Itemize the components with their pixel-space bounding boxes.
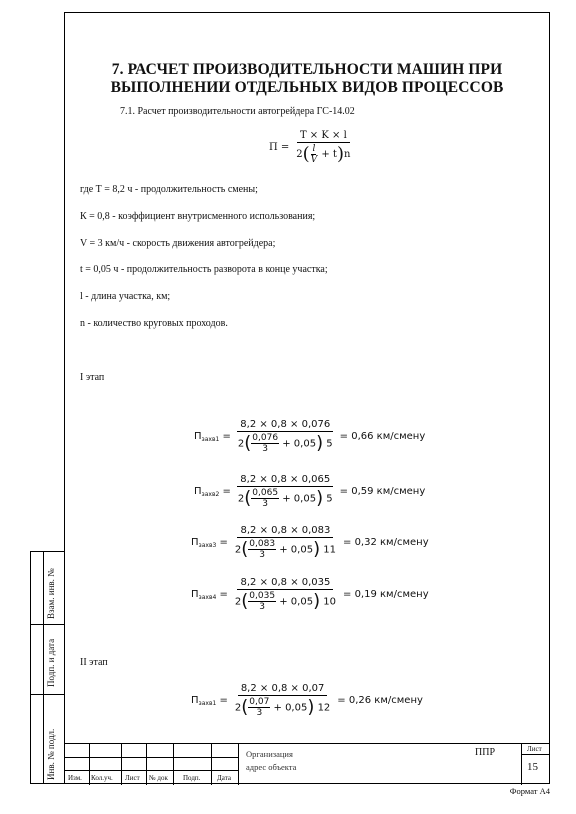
equation-stage2-1: $П_{захв1}$ = 8,2 × 0,8 × 0,07 2( $\frac{0,07}{3}$ + 0,05) 12 = 0,26 км/смену <box>191 683 423 718</box>
definition-line: где Т = 8,2 ч - продолжительность смены; <box>80 184 258 195</box>
formula-denominator: 2( $\frac{l}{V}$ + t)n <box>296 143 351 165</box>
equation-stage1-2: $П_{захв2}$ = 8,2 × 0,8 × 0,065 2( $\frac{0,065}{3}$ + 0,05) 5 = 0,59 км/смену <box>194 474 426 509</box>
definition-line: V = 3 км/ч - скорость движения автогрейдера; <box>80 238 276 249</box>
formula-den-n: n <box>343 149 351 160</box>
sheet-label: Лист <box>527 745 542 753</box>
subsection-title: 7.1. Расчет производительности автогрейдера ГС-14.02 <box>120 106 355 117</box>
formula-fraction <box>293 130 353 165</box>
formula-den-coef: 2 <box>296 149 303 160</box>
formula-inner-fraction: $\frac{l}{V}$ <box>310 144 318 165</box>
sheet-number: 15 <box>527 761 538 773</box>
section-title-line2: ВЫПОЛНЕНИИ ОТДЕЛЬНЫХ ВИДОВ ПРОЦЕССОВ <box>110 79 504 96</box>
col-data: Дата <box>217 774 231 782</box>
side-label-sign-date: Подп. и дата <box>46 638 56 687</box>
definition-line: l - длина участка, км; <box>80 291 171 302</box>
col-list: Лист <box>125 774 140 782</box>
format-label: Формат А4 <box>509 786 550 796</box>
definition-line: t = 0,05 ч - продолжительность разворота в конце участка; <box>80 264 328 275</box>
organization-name: Организация <box>246 749 293 759</box>
equation-stage1-3: $П_{захв3}$ = 8,2 × 0,8 × 0,083 2( $\frac{0,083}{3}$ + 0,05) 11 = 0,32 км/смену <box>191 525 429 560</box>
col-podp: Подп. <box>183 774 201 782</box>
formula-den-add: + t <box>321 149 337 160</box>
col-izm: Изм. <box>68 774 82 782</box>
stage2-label: II этап <box>80 657 108 668</box>
stage1-label: I этап <box>80 372 105 383</box>
side-label-inv-orig: Инв. № подл. <box>46 728 56 780</box>
definition-line: n - количество круговых проходов. <box>80 318 228 329</box>
section-title-line1: 7. РАСЧЕТ ПРОИЗВОДИТЕЛЬНОСТИ МАШИН ПРИ <box>111 61 503 78</box>
definition-line: К = 0,8 - коэффициент внутрисменного использования; <box>80 211 316 222</box>
formula-lhs: П = <box>269 142 290 153</box>
title-block <box>64 743 550 784</box>
equation-stage1-4: $П_{захв4}$ = 8,2 × 0,8 × 0,035 2( $\frac{0,035}{3}$ + 0,05) 10 = 0,19 км/смену <box>191 577 429 612</box>
page-frame <box>64 12 550 784</box>
col-koluch: Кол.уч. <box>91 774 113 782</box>
formula-numerator: T × K × l <box>297 130 350 143</box>
equation-stage1-1: $П_{захв1}$ = 8,2 × 0,8 × 0,076 2( $\frac{0,076}{3}$ + 0,05) 5 = 0,66 км/смену <box>194 419 426 454</box>
side-label-inv-replace: Взам. инв. № <box>46 568 56 619</box>
main-formula <box>269 130 353 165</box>
col-ndoc: № док <box>149 774 168 782</box>
object-address: адрес объекта <box>246 762 297 772</box>
doc-code: ППР <box>475 747 496 758</box>
side-strip <box>30 551 64 784</box>
